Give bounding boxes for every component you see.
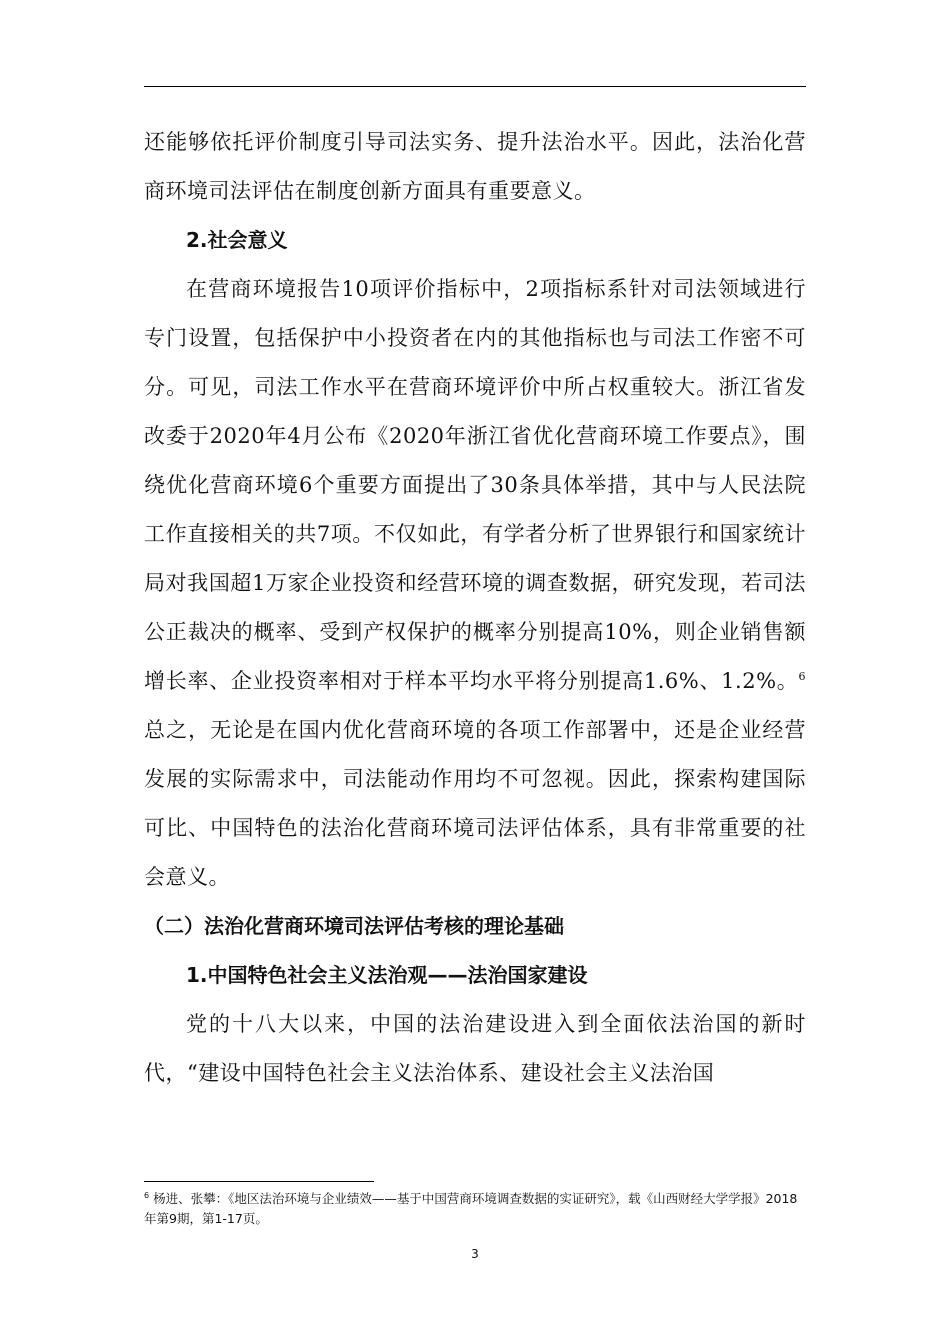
page-number: 3 <box>471 1247 479 1261</box>
footnote-marker: 6 <box>144 1190 150 1200</box>
continuation-paragraph: 还能够依托评价制度引导司法实务、提升法治水平。因此，法治化营商环境司法评估在制度创新方面具有重要意义。 <box>144 130 806 203</box>
footnote <box>144 1189 806 1229</box>
footnote-reference[interactable]: 6 <box>798 670 806 683</box>
social-paragraph-text-2: 总之，无论是在国内优化营商环境的各项工作部署中，还是企业经营发展的实际需求中，司法能动作用均不可忽视。因此，探索构建国际可比、中国特色的法治化营商环境司法评估体系，具有非常重要的社会意义。 <box>144 718 806 889</box>
section-heading-theoretical-basis: （二）法治化营商环境司法评估考核的理论基础 <box>144 914 564 938</box>
page-body <box>144 118 806 1098</box>
footnote-separator <box>144 1181 374 1182</box>
social-paragraph-text-1: 在营商环境报告10项评价指标中，2项指标系针对司法领域进行专门设置，包括保护中小投资者在内的其他指标也与司法工作密不可分。可见，司法工作水平在营商环境评价中所占权重较大。浙江省发改委于2020年4月公布《2020年浙江省优化营商环境工作要点》，围绕优化营商环境6个重要方面提出了30条具体举措，其中与人民法院工作直接相关的共7项。不仅如此，有学者分析了世界银行和国家统计局对我国超1万家企业投资和经营环境的调查数据，研究发现，若司法公正裁决的概率、受到产权保护的概率分别提高10%，则企业销售额增长率、企业投资率相对于样本平均水平将分别提高1.6%、1.2%。 <box>144 277 806 693</box>
header-rule <box>144 86 806 87</box>
rule-of-law-paragraph: 党的十八大以来，中国的法治建设进入到全面依法治国的新时代，“建设中国特色社会主义法治体系、建设社会主义法治国 <box>144 1012 806 1085</box>
subsection-heading-rule-of-law: 1.中国特色社会主义法治观——法治国家建设 <box>186 963 588 987</box>
footnote-text: 杨进、张攀：《地区法治环境与企业绩效——基于中国营商环境调查数据的实证研究》，载《山西财经大学学报》2018年第9期，第1-17页。 <box>144 1191 798 1226</box>
section-heading-social-significance: 2.社会意义 <box>186 228 288 252</box>
social-significance-paragraph <box>144 265 806 902</box>
